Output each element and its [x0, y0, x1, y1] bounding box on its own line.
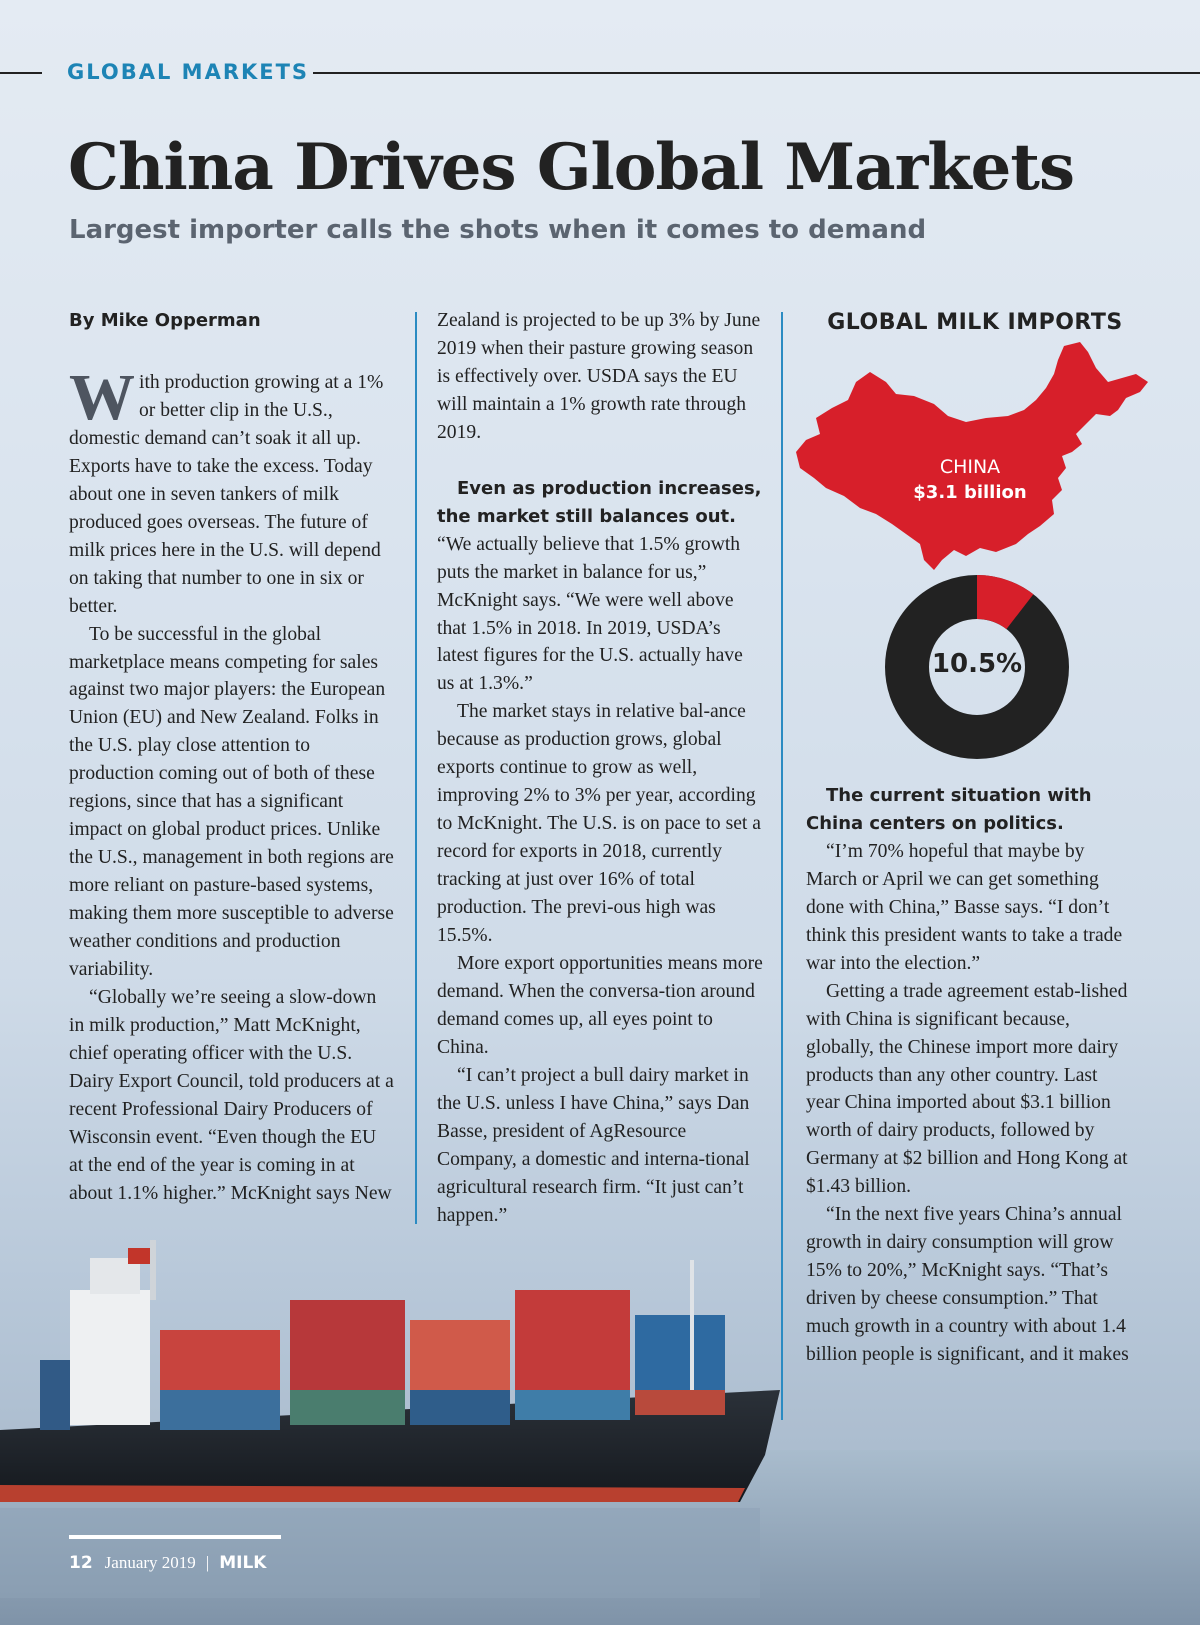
paragraph	[69, 361, 394, 621]
paragraph: Zealand is projected to be up 3% by June 2019 when their pasture growing season is effectively over. USDA says the EU will maintain a 1% growth rate through 2019.	[437, 310, 761, 443]
china-map-icon	[796, 338, 1150, 570]
page-number: 12	[69, 1553, 93, 1573]
paragraph: More export opportunities means more demand. When the conversa-tion around demand comes up, all eyes point to China.	[437, 952, 763, 1058]
footer-separator: |	[205, 1553, 210, 1572]
paragraph: “I’m 70% hopeful that maybe by March or April we can get something done with China,” Basse says. “I don’t think this president wants to take a trade war into the election.”	[806, 840, 1123, 974]
paragraph: “Globally we’re seeing a slow-down in milk production,” Matt McKnight, chief operating officer with the U.S. Dairy Export Council, told producers at a recent Professional Dairy Producers of Wisconsin event. “Even though the EU at the end of the year is coming in at about 1.1% higher.” McKnight says New	[69, 986, 394, 1204]
byline: By Mike Opperman	[69, 310, 261, 331]
section-label: GLOBAL MARKETS	[67, 60, 310, 84]
infographic-title: GLOBAL MILK IMPORTS	[827, 310, 1123, 335]
article-column-2	[437, 307, 763, 1230]
section-rule-left	[0, 72, 42, 74]
section-rule-right	[313, 72, 1200, 74]
paragraph-text: “We actually believe that 1.5% growth puts the market in balance for us,” McKnight says. “We were well above that 1.5% in 2018. In 2019, USDA’s latest figures for the U.S. actually have us at 1.3%.”	[437, 533, 743, 695]
paragraph: “I can’t project a bull dairy market in the U.S. unless I have China,” says Dan Basse, president of AgResource Company, a domestic and interna-tional agricultural research firm. “It just can’t happen.”	[437, 1064, 750, 1226]
lead-in: The current situation with China centers on politics.	[806, 785, 1092, 834]
paragraph: To be successful in the global marketplace means competing for sales against two major players: the European Union (EU) and New Zealand. Folks in the U.S. play close attention to production coming out of both of these regions, since that has a significant impact on global product prices. Unlike the U.S., management in both regions are more reliant on pasture-based systems, making them more susceptible to adverse weather conditions and production variability.	[69, 623, 394, 981]
issue-date: January 2019	[104, 1553, 196, 1572]
headline: China Drives Global Markets	[68, 130, 1074, 205]
subhead: Largest importer calls the shots when it comes to demand	[69, 215, 927, 245]
magazine-name: MILK	[219, 1553, 267, 1573]
map-country-label: CHINA	[939, 456, 1001, 478]
article-column-1	[69, 307, 394, 1208]
paragraph: Getting a trade agreement estab-lished with China is significant because, globally, the Chinese import more dairy products than any other country. Last year China imported about $3.1 billion worth of dairy products, followed by Germany at $2 billion and Hong Kong at $1.43 billion.	[806, 980, 1128, 1198]
paragraph	[806, 782, 1136, 838]
paragraph-text: ith production growing at a 1% or better clip in the U.S., domestic demand can’t soak it all up. Exports have to take the excess. Today about one in seven tankers of milk produced goes overseas. The future of milk prices here in the U.S. will depend on taking that number to one in six or better.	[69, 372, 384, 617]
paragraph: The market stays in relative bal-ance because as production grows, global exports continue to grow as well, improving 2% to 3% per year, according to McKnight. The U.S. is on pace to set a record for exports in 2018, currently tracking at just over 16% of total production. The previ-ous high was 15.5%.	[437, 701, 761, 947]
footer-rule	[69, 1535, 281, 1539]
paragraph: “In the next five years China’s annual growth in dairy consumption will grow 15% to 20%,” McKnight says. “That’s driven by cheese consumption.” That much growth in a country with about 1.4 billion people is significant, and it makes	[806, 1204, 1129, 1366]
donut-share-label: 10.5%	[931, 649, 1023, 679]
column-divider	[415, 312, 417, 1224]
paragraph	[437, 475, 763, 699]
page-footer	[69, 1553, 266, 1573]
drop-cap: W	[69, 361, 135, 434]
lead-in: Even as production increases, the market still balances out.	[437, 477, 762, 527]
map-value-label: $3.1 billion	[913, 482, 1027, 503]
